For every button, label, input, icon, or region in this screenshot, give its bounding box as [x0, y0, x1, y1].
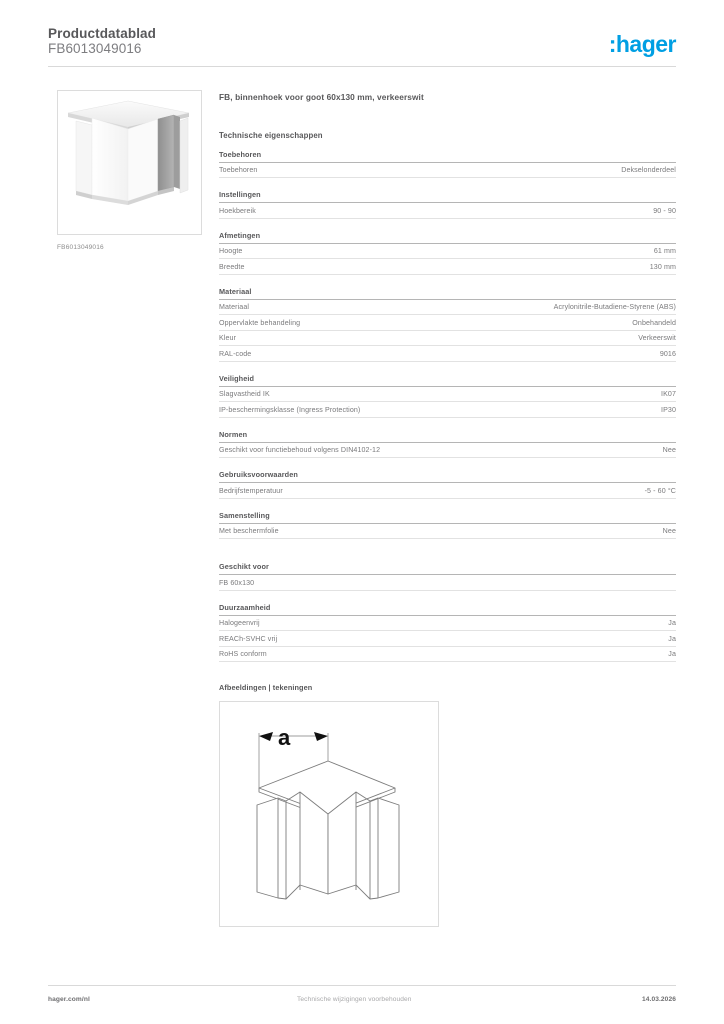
spec-value: 130 mm: [649, 262, 676, 271]
footer-disclaimer: Technische wijzigingen voorbehouden: [297, 996, 412, 1003]
spec-value: 61 mm: [653, 247, 676, 256]
spec-group-title: Instellingen: [219, 190, 676, 203]
spec-value: Dekselonderdeel: [621, 166, 676, 175]
spec-label: Met beschermfolie: [219, 527, 279, 536]
spec-group: [219, 562, 676, 590]
spec-label: Slagvastheid IK: [219, 390, 270, 399]
spec-label: Hoekbereik: [219, 206, 256, 215]
header-divider: [48, 66, 676, 67]
spec-value: Ja: [668, 650, 676, 659]
spec-row: [219, 331, 676, 346]
product-photo-caption: FB6013049016: [57, 244, 104, 251]
spec-label: FB 60x130: [219, 578, 255, 587]
page-title: Productdatablad: [48, 26, 157, 41]
spec-group-title: Duurzaamheid: [219, 603, 676, 616]
spec-group: [219, 190, 676, 218]
spec-value: Acrylonitrile-Butadiene-Styrene (ABS): [553, 303, 676, 312]
spec-groups: [219, 150, 676, 662]
technical-properties-heading: Technische eigenschappen: [219, 131, 323, 140]
spec-label: Kleur: [219, 334, 237, 343]
page-header: [48, 26, 676, 62]
spec-group-title: Normen: [219, 430, 676, 443]
spec-group: [219, 231, 676, 275]
spec-group: [219, 430, 676, 458]
spec-row: [219, 616, 676, 631]
spec-label: Oppervlakte behandeling: [219, 318, 301, 327]
spec-row: [219, 524, 676, 539]
spec-group-title: Samenstelling: [219, 511, 676, 524]
spec-group-title: Materiaal: [219, 287, 676, 300]
spec-row: [219, 259, 676, 274]
spec-value: Ja: [668, 619, 676, 628]
spec-row: [219, 244, 676, 259]
spec-label: Halogeenvrij: [219, 619, 260, 628]
spec-group: [219, 603, 676, 662]
spec-label: Breedte: [219, 262, 245, 271]
spec-group: [219, 470, 676, 498]
spec-label: Bedrijfstemperatuur: [219, 486, 283, 495]
spec-label: Hoogte: [219, 247, 243, 256]
dimension-label-a: a: [278, 725, 291, 751]
spec-value: -5 - 60 °C: [644, 486, 676, 495]
spec-row: [219, 402, 676, 417]
product-name: FB, binnenhoek voor goot 60x130 mm, verkeerswit: [219, 92, 424, 102]
technical-drawing-image: [220, 702, 436, 924]
spec-label: IP-beschermingsklasse (Ingress Protection): [219, 405, 361, 414]
spec-group: [219, 150, 676, 178]
footer-website-link[interactable]: hager.com/nl: [48, 996, 90, 1003]
spec-value: IK07: [661, 390, 676, 399]
spec-label: Geschikt voor functiebehoud volgens DIN4102-12: [219, 446, 381, 455]
footer-divider: [48, 985, 676, 986]
spec-group: [219, 287, 676, 362]
spec-value: Ja: [668, 634, 676, 643]
spec-value: Nee: [662, 527, 676, 536]
spec-label: RoHS conform: [219, 650, 267, 659]
footer-date: 14.03.2026: [641, 996, 676, 1003]
spec-row: [219, 647, 676, 662]
spec-row: [219, 203, 676, 218]
spec-row: [219, 387, 676, 402]
spec-value: IP30: [661, 405, 676, 414]
spec-label: Toebehoren: [219, 166, 258, 175]
technical-drawing: [219, 701, 439, 927]
spec-group: [219, 511, 676, 539]
main-content: [219, 92, 676, 927]
spec-row: [219, 443, 676, 458]
spec-group-title: Geschikt voor: [219, 562, 676, 575]
spec-value: Nee: [662, 446, 676, 455]
spec-row: [219, 483, 676, 498]
spec-label: REACh-SVHC vrij: [219, 634, 278, 643]
spec-label: RAL-code: [219, 349, 252, 358]
spec-row: [219, 315, 676, 330]
spec-value: Verkeerswit: [638, 334, 676, 343]
product-photo-image: [58, 91, 199, 232]
spec-row: [219, 346, 676, 361]
spec-row: [219, 300, 676, 315]
spec-value: Onbehandeld: [632, 318, 676, 327]
spec-group: [219, 374, 676, 418]
spec-value: 90 - 90: [653, 206, 676, 215]
spec-row: [219, 575, 676, 590]
spec-row: [219, 163, 676, 178]
spec-label: Materiaal: [219, 303, 250, 312]
page-footer: [48, 996, 676, 1003]
hager-logo: :hager: [608, 31, 676, 57]
spec-row: [219, 631, 676, 646]
drawings-heading: Afbeeldingen | tekeningen: [219, 683, 313, 693]
product-photo: [57, 90, 202, 235]
spec-group-title: Toebehoren: [219, 150, 676, 163]
spec-group-title: Veiligheid: [219, 374, 676, 387]
spec-value: 9016: [659, 349, 676, 358]
spec-group-title: Gebruiksvoorwaarden: [219, 470, 676, 483]
spec-group-title: Afmetingen: [219, 231, 676, 244]
page-subtitle-article-number: FB6013049016: [48, 41, 142, 56]
